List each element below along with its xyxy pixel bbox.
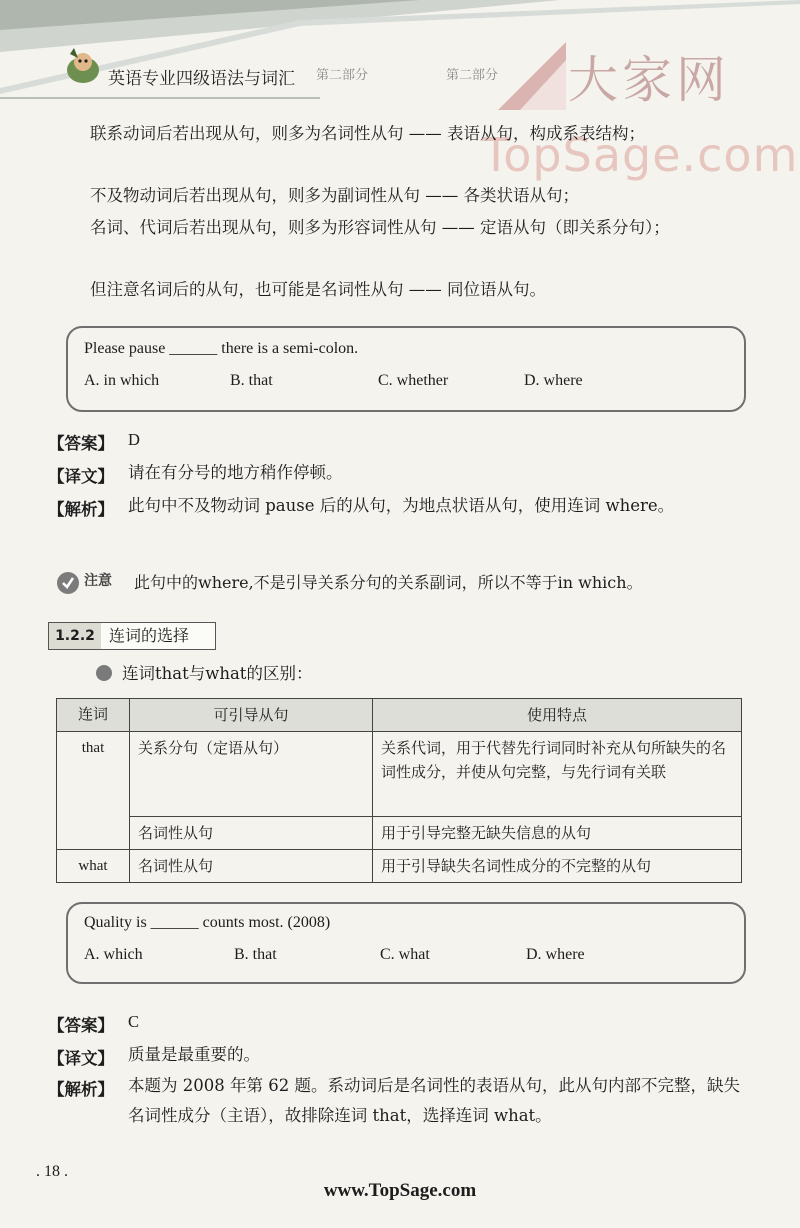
bullet-icon xyxy=(96,665,112,681)
table-cell-feature: 用于引导完整无缺失信息的从句 xyxy=(373,817,742,850)
translation-text: 质量是最重要的。 xyxy=(128,1045,260,1064)
option-b: B. that xyxy=(234,946,277,963)
analysis-label: 【解析】 xyxy=(48,500,114,519)
answer-label: 【答案】 xyxy=(48,434,114,453)
faded-tab-left: 第二部分 xyxy=(316,68,369,83)
watermark-triangle-icon xyxy=(496,40,570,112)
table-cell-conj: that xyxy=(57,732,130,850)
option-d: D. where xyxy=(524,372,583,389)
comparison-table xyxy=(56,698,742,883)
analysis-text: 此句中不及物动词 pause 后的从句，为地点状语从句，使用连词 where。 xyxy=(128,496,675,515)
bullet-text: 连词that与what的区别： xyxy=(122,664,313,683)
note-icon-label: 注意 xyxy=(84,573,112,589)
table-header-cell: 连词 xyxy=(57,699,130,732)
translation-label: 【译文】 xyxy=(48,467,114,486)
option-a: A. which xyxy=(84,946,143,963)
table-cell-feature: 关系代词，用于代替先行词同时补充从句所缺失的名词性成分，并使从句完整，与先行词有关联 xyxy=(373,732,742,817)
cartoon-mascot-icon xyxy=(60,44,106,90)
section-number: 1.2.2 xyxy=(49,623,101,649)
option-b: B. that xyxy=(230,372,273,389)
option-d: D. where xyxy=(526,946,585,963)
footer-url: www.TopSage.com xyxy=(323,1180,477,1201)
intro-paragraph: 不及物动词后若出现从句，则多为副词性从句 —— 各类状语从句； xyxy=(90,186,579,205)
answer-value: C xyxy=(128,1012,140,1031)
table-cell-clause: 名词性从句 xyxy=(130,850,373,883)
table-row xyxy=(57,817,742,850)
question-stem: Please pause ______ there is a semi-colon. xyxy=(84,340,359,357)
page-number: . 18 . xyxy=(36,1163,68,1180)
table-row xyxy=(57,732,742,817)
question-box-2 xyxy=(66,902,746,984)
answer-label: 【答案】 xyxy=(48,1016,114,1035)
table-header-cell: 使用特点 xyxy=(373,699,742,732)
section-heading xyxy=(48,622,216,650)
table-header-cell: 可引导从句 xyxy=(130,699,373,732)
option-a: A. in which xyxy=(84,372,160,389)
faded-tab-right: 第二部分 xyxy=(446,68,499,83)
translation-label: 【译文】 xyxy=(48,1049,114,1068)
question-stem: Quality is ______ counts most. (2008) xyxy=(84,914,331,931)
note-text: 此句中的where,不是引导关系分句的关系副词，所以不等于in which。 xyxy=(134,573,643,592)
table-header-row xyxy=(57,699,742,732)
table-cell-conj: what xyxy=(57,850,130,883)
watermark-logo-cn: 大家网 xyxy=(568,51,730,109)
question-box-1 xyxy=(66,326,746,412)
translation-text: 请在有分号的地方稍作停顿。 xyxy=(128,463,343,482)
watermark-logo-en: TopSage.com xyxy=(482,128,799,182)
option-c: C. what xyxy=(380,946,430,963)
intro-paragraph: 联系动词后若出现从句，则多为名词性从句 —— 表语从句，构成系表结构； xyxy=(90,124,645,143)
section-title: 连词的选择 xyxy=(109,626,190,645)
intro-paragraph: 名词、代词后若出现从句，则多为形容词性从句 —— 定语从句（即关系分句）； xyxy=(90,218,670,237)
table-row xyxy=(57,850,742,883)
analysis-text: 本题为 2008 年第 62 题。系动词后是名词性的表语从句，此从句内部不完整，缺失名词性成分（主语），故排除连词 that，选择连词 what。 xyxy=(128,1076,740,1125)
book-title: 英语专业四级语法与词汇 xyxy=(108,69,295,89)
table-cell-clause: 关系分句（定语从句） xyxy=(130,732,373,817)
table-cell-clause: 名词性从句 xyxy=(130,817,373,850)
analysis-label: 【解析】 xyxy=(48,1080,114,1099)
intro-paragraph: 但注意名词后的从句，也可能是名词性从句 —— 同位语从句。 xyxy=(90,280,546,299)
answer-value: D xyxy=(128,430,140,449)
option-c: C. whether xyxy=(378,372,449,389)
table-cell-feature: 用于引导缺失名词性成分的不完整的从句 xyxy=(373,850,742,883)
